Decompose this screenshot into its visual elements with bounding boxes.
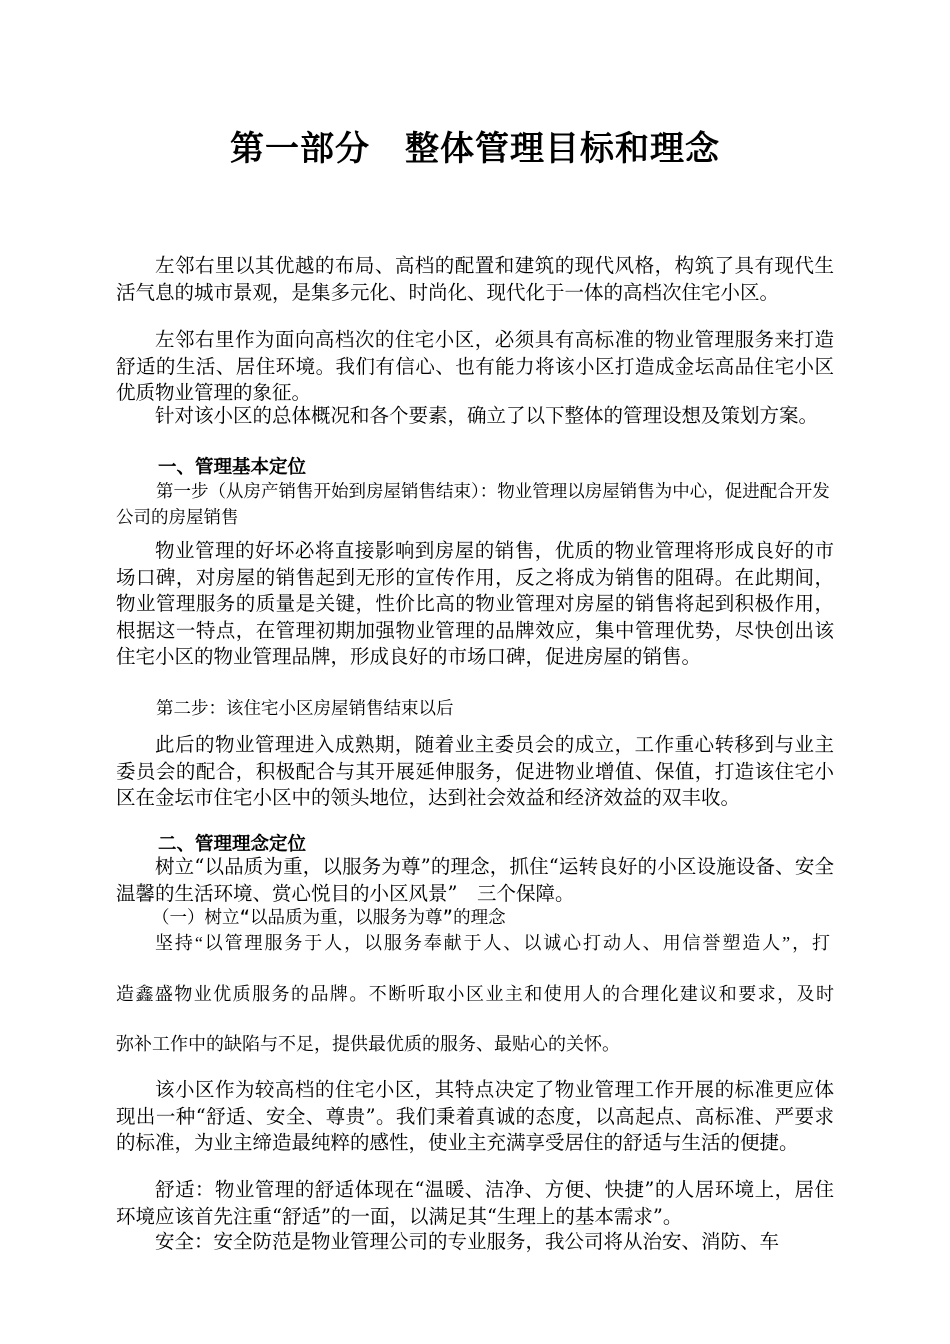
section-heading-concept: 二、管理理念定位 <box>158 834 307 855</box>
paragraph-comfort: 舒适：物业管理的舒适体现在“温暖、洁净、方便、快捷”的人居环境上，居住环境应该首先注重“舒适”的一面，以满足其“生理上的基本需求”。 <box>116 1178 834 1228</box>
paragraph-step-one: 物业管理的好坏必将直接影响到房屋的销售，优质的物业管理将形成良好的市场口碑，对房屋的销售起到无形的宣传作用，反之将成为销售的阻碍。在此期间，物业管理服务的质量是关键，性价比高的物业管理对房屋的销售将起到积极作用，根据这一特点，在管理初期加强物业管理的品牌效应，集中管理优势，尽快创出该住宅小区的物业管理品牌，形成良好的市场口碑，促进房屋的销售。 <box>116 539 834 668</box>
paragraph-intro: 左邻右里以其优越的布局、高档的配置和建筑的现代风格，构筑了具有现代生活气息的城市景观，是集多元化、时尚化、现代化于一体的高档次住宅小区。 <box>116 254 834 304</box>
step-two-heading: 第二步：该住宅小区房屋销售结束以后 <box>156 699 454 719</box>
paragraph-safety: 安全：安全防范是物业管理公司的专业服务，我公司将从治安、消防、车 <box>155 1230 780 1253</box>
paragraph-concept: 树立“以品质为重，以服务为尊”的理念，抓住“运转良好的小区设施设备、安全温馨的生活环境、赏心悦目的小区风景” 三个保障。 <box>116 855 834 905</box>
paragraph-line-2: 造鑫盛物业优质服务的品牌。不断听取小区业主和使用人的合理化建议和要求，及时 <box>116 984 834 1004</box>
paragraph-line-1: 坚持“以管理服务于人，以服务奉献于人、以诚心打动人、用信誉塑造人”，打 <box>155 933 830 953</box>
paragraph-plan: 针对该小区的总体概况和各个要素，确立了以下整体的管理设想及策划方案。 <box>155 404 819 427</box>
paragraph-positioning: 左邻右里作为面向高档次的住宅小区，必须具有高标准的物业管理服务来打造舒适的生活、居住环境。我们有信心、也有能力将该小区打造成金坛高品住宅小区优质物业管理的象征。 <box>116 328 834 404</box>
page-title: 第一部分 整体管理目标和理念 <box>230 129 720 169</box>
step-one-heading: 第一步（从房产销售开始到房屋销售结束）：物业管理以房屋销售为中心，促进配合开发公司的房屋销售 <box>116 482 830 528</box>
section-heading-basic-positioning: 一、管理基本定位 <box>158 457 307 478</box>
paragraph-step-two: 此后的物业管理进入成熟期，随着业主委员会的成立，工作重心转移到与业主委员会的配合，积极配合与其开展延伸服务，促进物业增值、保值，打造该住宅小区在金坛市住宅小区中的领头地位，达到社会效益和经济效益的双丰收。 <box>116 733 834 809</box>
paragraph-standard: 该小区作为较高档的住宅小区，其特点决定了物业管理工作开展的标准更应体现出一种“舒适、安全、尊贵”。我们秉着真诚的态度，以高起点、高标准、严要求的标准，为业主缔造最纯粹的感性，使业主充满享受居住的舒适与生活的便捷。 <box>116 1078 834 1154</box>
paragraph-line-3: 弥补工作中的缺陷与不足，提供最优质的服务、最贴心的关怀。 <box>116 1034 620 1054</box>
subheading-quality-service: （一）树立“以品质为重，以服务为尊”的理念 <box>152 908 506 928</box>
